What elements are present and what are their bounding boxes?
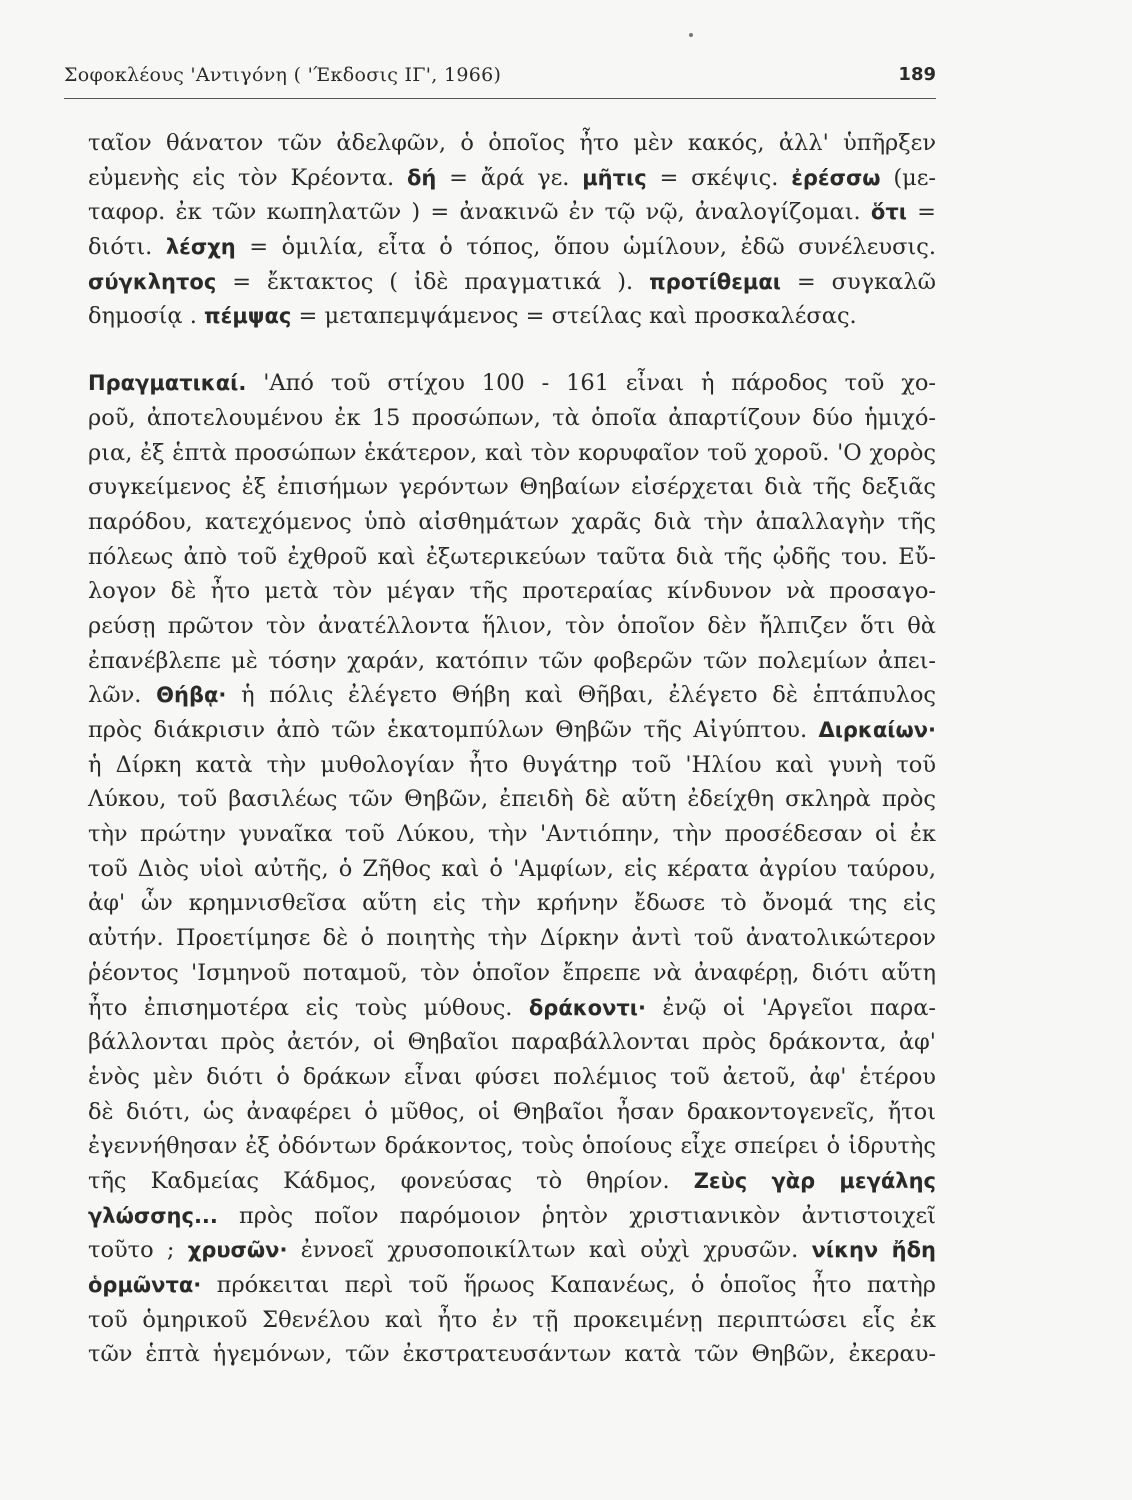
text-line [88, 366, 936, 401]
text-run: = [906, 199, 936, 226]
text-line [88, 1060, 936, 1095]
text-line [88, 713, 936, 748]
text-line [88, 921, 936, 956]
text-line [88, 401, 936, 436]
text-run: ἡ Δίρκη κατὰ τὴν μυθολογίαν ἦτο θυγάτηρ τοῦ 'Ηλίου καὶ γυνὴ τοῦ [88, 751, 936, 778]
text-run: τῶν ἑπτὰ ἡγεμόνων, τῶν ἐκστρατευσάντων κατὰ τῶν Θηβῶν, ἐκεραυ- [88, 1341, 936, 1368]
header-title: Σοφοκλέους 'Αντιγόνη ( 'Έκδοσις ΙΓ', 1966) [64, 64, 502, 86]
text-run: ἐγεννήθησαν ἐξ ὀδόντων δράκοντος, τοὺς ὁποίους εἶχε σπείρει ὁ ἱδρυτὴς [88, 1133, 936, 1160]
bold-keyword: μῆτις [582, 165, 647, 190]
bold-keyword: ὅτι [870, 200, 907, 225]
bold-keyword: Ζεὺς γὰρ μεγάλης [693, 1168, 936, 1193]
text-run: τοῦτο ; [88, 1237, 188, 1264]
text-line [88, 886, 936, 921]
text-line [88, 1303, 936, 1338]
glossary-paragraph [88, 126, 936, 334]
bold-keyword: νίκην ἤδη [811, 1238, 936, 1263]
text-run: παρόδου, κατεχόμενος ὑπὸ αἰσθημάτων χαρᾶς διὰ τὴν ἀπαλλαγὴν τῆς [88, 508, 936, 535]
text-run: πρὸς ποῖον παρόμοιον ῥητὸν χριστιανικὸν ἀντιστοιχεῖ [217, 1202, 936, 1229]
text-run: = ἄρά γε. [436, 164, 583, 191]
text-line [88, 470, 936, 505]
text-run: 'Από τοῦ στίχου 100 - 161 εἶναι ἡ πάροδος τοῦ χο- [246, 370, 936, 397]
text-run: συγκείμενος ἐξ ἐπισήμων γερόντων Θηβαίων εἰσέρχεται διὰ τῆς δεξιᾶς [88, 474, 936, 501]
bold-keyword: προτίθεμαι [649, 269, 781, 294]
text-run: διότι. [88, 234, 166, 261]
bold-keyword: Πραγματικαί. [88, 371, 247, 396]
text-line [88, 436, 936, 471]
text-run: ταῖον θάνατον τῶν ἀδελφῶν, ὁ ὁποῖος ἦτο μὲν κακός, ἀλλ' ὑπῆρξεν [88, 130, 936, 156]
text-line [88, 265, 936, 300]
text-line [88, 991, 936, 1026]
text-run: δημοσίᾳ . [88, 303, 205, 330]
text-line [88, 748, 936, 783]
page-body [88, 126, 936, 1372]
text-line [88, 1025, 936, 1060]
text-line [88, 609, 936, 644]
text-line [88, 644, 936, 679]
text-run: ἐννοεῖ χρυσοποικίλτων καὶ οὐχὶ χρυσῶν. [287, 1237, 812, 1264]
text-run: = σκέψις. [646, 164, 792, 191]
bold-keyword: πέμψας [204, 304, 292, 329]
text-line [88, 782, 936, 817]
paragraph-gap [88, 334, 936, 366]
text-line [88, 195, 936, 230]
text-run: ἑνὸς μὲν διότι ὁ δράκων εἶναι φύσει πολέμιος τοῦ ἀετοῦ, ἀφ' ἑτέρου [88, 1063, 936, 1090]
text-run: δὲ διότι, ὡς ἀναφέρει ὁ μῦθος, οἱ Θηβαῖοι ἦσαν δρακοντογενεῖς, ἤτοι [88, 1098, 936, 1125]
text-run: (με- [880, 164, 937, 191]
text-run: εὐμενὴς εἰς τὸν Κρέοντα. [88, 164, 407, 191]
text-run: ῥέοντος 'Ισμηνοῦ ποταμοῦ, τὸν ὁποῖον ἔπρεπε νὰ ἀναφέρῃ, διότι αὕτη [88, 959, 936, 986]
bold-keyword: γλώσσης... [88, 1203, 218, 1228]
text-run: λῶν. [88, 682, 157, 709]
bold-keyword: δράκοντι· [528, 995, 646, 1020]
text-run: βάλλονται πρὸς ἀετόν, οἱ Θηβαῖοι παραβάλλονται πρὸς δράκοντα, ἀφ' [88, 1029, 936, 1056]
text-run: = ὁμιλία, εἶτα ὁ τόπος, ὅπου ὡμίλουν, ἐδῶ συνέλευσις. [235, 234, 936, 261]
text-run: ἐνῷ οἱ 'Αργεῖοι παρα- [645, 994, 936, 1021]
text-line [88, 161, 936, 196]
text-run: τῆς Καδμείας Κάδμος, φονεύσας τὸ θηρίον. [88, 1167, 694, 1194]
text-run: ἀφ' ὧν κρημνισθεῖσα αὕτη εἰς τὴν κρήνην ἔδωσε τὸ ὄνομά της εἰς [88, 890, 936, 917]
text-line [88, 817, 936, 852]
page-speck [689, 33, 693, 37]
text-line [88, 230, 936, 265]
text-line [88, 126, 936, 161]
text-line [88, 1095, 936, 1130]
text-run: = ἔκτακτος ( ἰδὲ πραγματικά ). [216, 268, 650, 295]
bold-keyword: λέσχη [165, 235, 236, 260]
text-run: τοῦ ὁμηρικοῦ Σθενέλου καὶ ἦτο ἐν τῇ προκειμένῃ περιπτώσει εἷς ἐκ [88, 1306, 936, 1333]
page-number: 189 [898, 64, 936, 85]
text-run: τοῦ Διὸς υἱοὶ αὐτῆς, ὁ Ζῆθος καὶ ὁ 'Αμφίων, εἰς κέρατα ἀγρίου ταύρου, [88, 855, 936, 882]
bold-keyword: δή [406, 165, 437, 190]
text-run: ἡ πόλις ἐλέγετο Θήβη καὶ Θῆβαι, ἐλέγετο δὲ ἑπτάπυλος [226, 682, 937, 709]
text-run: πρόκειται περὶ τοῦ ἥρωος Καπανέως, ὁ ὁποῖος ἦτο πατὴρ [201, 1272, 936, 1298]
text-run: ἦτο ἐπισημοτέρα εἰς τοὺς μύθους. [88, 994, 529, 1021]
bold-keyword: χρυσῶν· [187, 1238, 288, 1263]
bold-keyword: ἐρέσσω [791, 165, 881, 190]
text-run: ρεύσῃ πρῶτον τὸν ἀνατέλλοντα ἥλιον, τὸν ὁποῖον δὲν ἤλπιζεν ὅτι θὰ [88, 612, 936, 639]
text-run: αὐτήν. Προετίμησε δὲ ὁ ποιητὴς τὴν Δίρκην ἀντὶ τοῦ ἀνατολικώτερον [88, 925, 936, 952]
text-line [88, 852, 936, 887]
text-run: ροῦ, ἀποτελουμένου ἐκ 15 προσώπων, τὰ ὁποῖα ἀπαρτίζουν δύο ἡμιχό- [88, 404, 936, 431]
text-run: πρὸς διάκρισιν ἀπὸ τῶν ἑκατομπύλων Θηβῶν τῆς Αἰγύπτου. [88, 717, 819, 743]
text-line [88, 540, 936, 575]
text-line [88, 1129, 936, 1164]
running-header [64, 58, 936, 99]
text-line [88, 1268, 936, 1303]
text-run: ἐπανέβλεπε μὲ τόσην χαράν, κατόπιν τῶν φοβερῶν τῶν πολεμίων ἀπει- [88, 647, 936, 674]
text-run: ρια, ἐξ ἑπτὰ προσώπων ἑκάτερον, καὶ τὸν κορυφαῖον τοῦ χοροῦ. 'Ο χορὸς [88, 439, 936, 466]
text-run: πόλεως ἀπὸ τοῦ ἐχθροῦ καὶ ἐξωτερικεύων ταῦτα διὰ τῆς ᾠδῆς του. Εὔ- [88, 543, 936, 570]
text-run: = συγκαλῶ [780, 268, 936, 295]
text-line [88, 574, 936, 609]
commentary-paragraph [88, 366, 936, 1372]
text-run: λογον δὲ ἦτο μετὰ τὸν μέγαν τῆς προτεραίας κίνδυνον νὰ προσαγο- [88, 578, 936, 605]
text-line [88, 1164, 936, 1199]
text-run: = μεταπεμψάμενος = στείλας καὶ προσκαλέσας. [291, 303, 857, 330]
text-line [88, 1233, 936, 1268]
text-line [88, 956, 936, 991]
bold-keyword: Θήβᾳ· [156, 683, 227, 708]
text-line [88, 299, 936, 334]
bold-keyword: ὁρμῶντα· [88, 1273, 202, 1297]
text-run: ταφορ. ἐκ τῶν κωπηλατῶν ) = ἀνακινῶ ἐν τῷ νῷ, ἀναλογίζομαι. [88, 199, 871, 226]
text-line [88, 505, 936, 540]
bold-keyword: σύγκλητος [88, 269, 217, 294]
text-line [88, 1337, 936, 1372]
text-line [88, 678, 936, 713]
text-run: Λύκου, τοῦ βασιλέως τῶν Θηβῶν, ἐπειδὴ δὲ αὕτη ἐδείχθη σκληρὰ πρὸς [88, 786, 936, 813]
bold-keyword: Διρκαίων· [818, 718, 936, 742]
text-run: τὴν πρώτην γυναῖκα τοῦ Λύκου, τὴν 'Αντιόπην, τὴν προσέδεσαν οἱ ἐκ [88, 821, 936, 848]
text-line [88, 1199, 936, 1234]
